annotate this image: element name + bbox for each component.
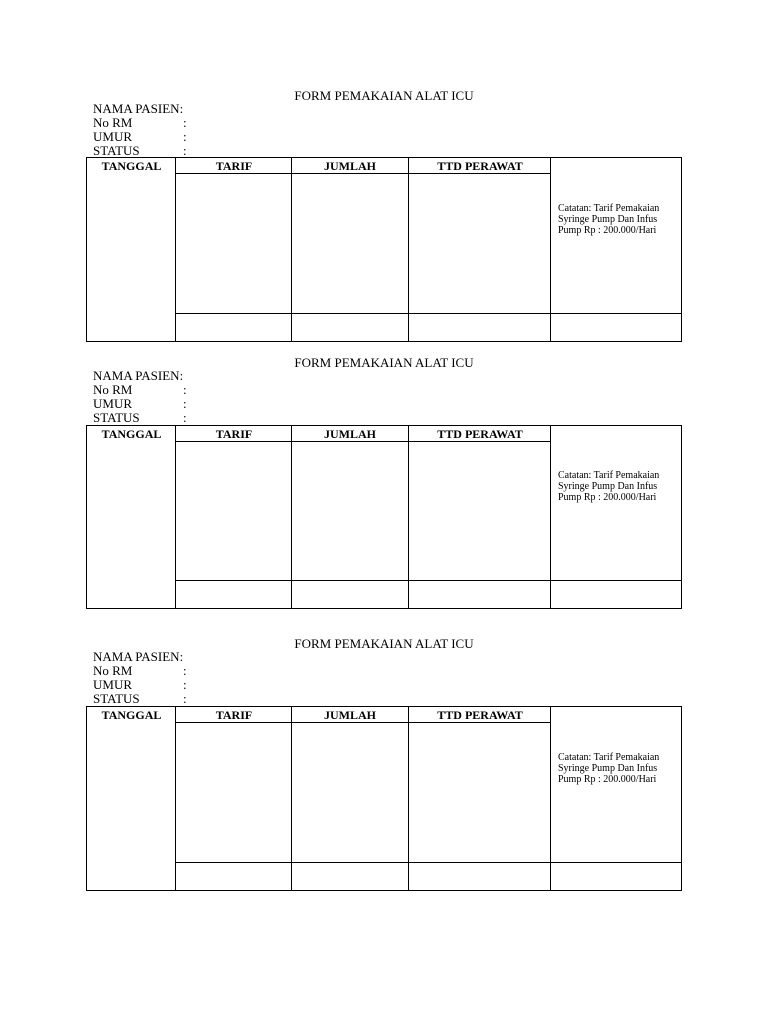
nama-pasien-label: NAMA PASIEN: bbox=[93, 649, 184, 664]
note-line: Catatan: Tarif Pemakaian bbox=[558, 752, 660, 763]
col-ttd-perawat-header: TTD PERAWAT bbox=[437, 427, 523, 441]
note-line: Catatan: Tarif Pemakaian bbox=[558, 470, 660, 481]
nama-pasien-label: NAMA PASIEN: bbox=[93, 368, 184, 383]
status-colon: : bbox=[183, 410, 187, 425]
status-label: STATUS bbox=[93, 143, 140, 158]
no-rm-colon: : bbox=[183, 382, 187, 397]
col-ttd-perawat-header: TTD PERAWAT bbox=[437, 159, 523, 173]
note-line: Pump Rp : 200.000/Hari bbox=[558, 225, 657, 236]
total-row-divider bbox=[175, 862, 681, 863]
umur-colon: : bbox=[183, 129, 187, 144]
umur-label: UMUR bbox=[93, 129, 133, 144]
note-line: Syringe Pump Dan Infus bbox=[558, 763, 658, 774]
note-line: Pump Rp : 200.000/Hari bbox=[558, 774, 657, 785]
status-label: STATUS bbox=[93, 410, 140, 425]
header-divider bbox=[175, 173, 551, 174]
status-label: STATUS bbox=[93, 691, 140, 706]
form-title: FORM PEMAKAIAN ALAT ICU bbox=[294, 88, 474, 103]
usage-table bbox=[86, 706, 682, 891]
col-tarif-header: TARIF bbox=[215, 427, 253, 441]
col-tanggal-header: TANGGAL bbox=[101, 427, 162, 441]
col-ttd-perawat-header: TTD PERAWAT bbox=[437, 708, 523, 722]
col-jumlah-header: JUMLAH bbox=[324, 159, 376, 173]
col-tarif-header: TARIF bbox=[215, 159, 253, 173]
col-jumlah-header: JUMLAH bbox=[324, 708, 376, 722]
tariff-note bbox=[558, 752, 678, 785]
note-line: Syringe Pump Dan Infus bbox=[558, 214, 658, 225]
no-rm-colon: : bbox=[183, 115, 187, 130]
status-colon: : bbox=[183, 143, 187, 158]
col-jumlah-header: JUMLAH bbox=[324, 427, 376, 441]
col-tanggal-header: TANGGAL bbox=[101, 159, 162, 173]
total-row-divider bbox=[175, 580, 681, 581]
total-row-divider bbox=[175, 313, 681, 314]
col-tanggal-header: TANGGAL bbox=[101, 708, 162, 722]
tariff-note bbox=[558, 203, 678, 236]
note-line: Pump Rp : 200.000/Hari bbox=[558, 492, 657, 503]
form-title: FORM PEMAKAIAN ALAT ICU bbox=[294, 355, 474, 370]
header-divider bbox=[175, 441, 551, 442]
no-rm-label: No RM bbox=[93, 663, 133, 678]
no-rm-label: No RM bbox=[93, 115, 133, 130]
status-colon: : bbox=[183, 691, 187, 706]
umur-label: UMUR bbox=[93, 396, 133, 411]
nama-pasien-label: NAMA PASIEN: bbox=[93, 101, 184, 116]
tariff-note bbox=[558, 470, 678, 503]
note-line: Catatan: Tarif Pemakaian bbox=[558, 203, 660, 214]
umur-colon: : bbox=[183, 396, 187, 411]
col-tarif-header: TARIF bbox=[215, 708, 253, 722]
no-rm-colon: : bbox=[183, 663, 187, 678]
header-divider bbox=[175, 722, 551, 723]
usage-table bbox=[86, 157, 682, 342]
form-title: FORM PEMAKAIAN ALAT ICU bbox=[294, 636, 474, 651]
note-line: Syringe Pump Dan Infus bbox=[558, 481, 658, 492]
umur-colon: : bbox=[183, 677, 187, 692]
usage-table bbox=[86, 425, 682, 609]
no-rm-label: No RM bbox=[93, 382, 133, 397]
umur-label: UMUR bbox=[93, 677, 133, 692]
